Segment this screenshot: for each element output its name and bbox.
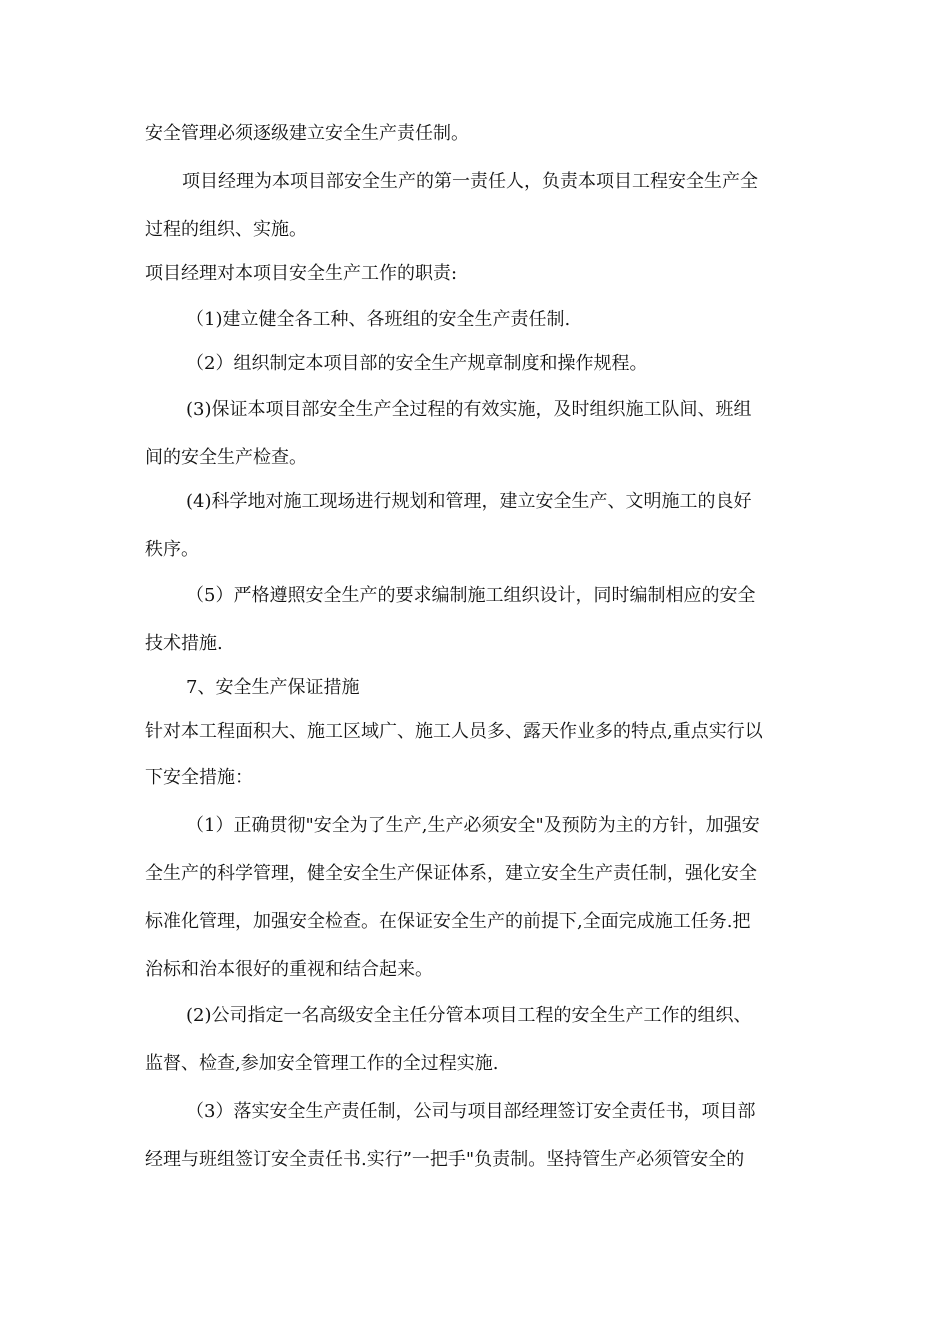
section-heading: 7、安全生产保证措施 — [186, 677, 360, 698]
text-line: （2）组织制定本项目部的安全生产规章制度和操作规程。 — [186, 353, 648, 374]
text-line: 项目经理对本项目安全生产工作的职责: — [145, 263, 458, 284]
text-line: （5）严格遵照安全生产的要求编制施工组织设计，同时编制相应的安全 — [186, 585, 756, 606]
text-line: (3)保证本项目部安全生产全过程的有效实施，及时组织施工队间、班组 — [186, 399, 752, 420]
text-line: 过程的组织、实施。 — [145, 219, 307, 240]
text-line: 技术措施. — [145, 633, 223, 654]
text-line: 监督、检查,参加安全管理工作的全过程实施. — [145, 1053, 499, 1074]
text-line: 治标和治本很好的重视和结合起来。 — [145, 959, 433, 980]
text-line: 全生产的科学管理，健全安全生产保证体系，建立安全生产责任制，强化安全 — [145, 863, 757, 884]
text-line: （3）落实安全生产责任制，公司与项目部经理签订安全责任书，项目部 — [186, 1101, 756, 1122]
text-line: (2)公司指定一名高级安全主任分管本项目工程的安全生产工作的组织、 — [186, 1005, 752, 1026]
text-line: （1）正确贯彻"安全为了生产,生产必须安全"及预防为主的方针，加强安 — [186, 815, 760, 836]
text-line: 标准化管理，加强安全检查。在保证安全生产的前提下,全面完成施工任务.把 — [145, 911, 751, 932]
text-line: （1)建立健全各工种、各班组的安全生产责任制. — [186, 309, 571, 330]
text-line: 经理与班组签订安全责任书.实行”一把手"负责制。坚持管生产必须管安全的 — [145, 1149, 745, 1170]
text-line: 安全管理必须逐级建立安全生产责任制。 — [145, 123, 469, 144]
text-line: 下安全措施： — [145, 767, 253, 788]
text-line: 针对本工程面积大、施工区域广、施工人员多、露天作业多的特点,重点实行以 — [145, 721, 763, 742]
text-line: 秩序。 — [145, 539, 199, 560]
text-line: 间的安全生产检查。 — [145, 447, 307, 468]
text-line: (4)科学地对施工现场进行规划和管理，建立安全生产、文明施工的良好 — [186, 491, 752, 512]
text-line: 项目经理为本项目部安全生产的第一责任人，负责本项目工程安全生产全 — [182, 171, 758, 192]
